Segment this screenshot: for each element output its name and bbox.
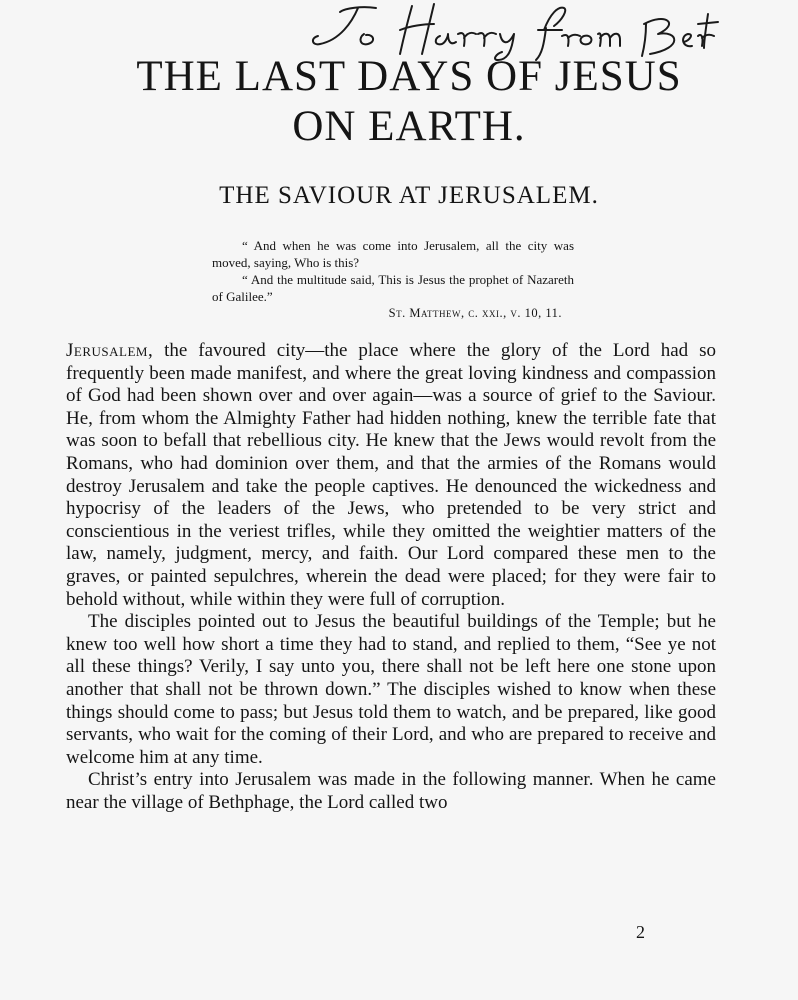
paragraph-1-lead: Jerusalem,: [66, 340, 154, 361]
epigraph-verse-2: “ And the multitude said, This is Jesus the prophet of Nazareth of Galilee.”: [212, 272, 574, 304]
paragraph-3: Christ’s entry into Jerusalem was made in the following manner. When he came near the village of Bethphage, the Lord called two: [66, 769, 716, 813]
title-line-1: THE LAST DAYS OF JESUS: [136, 53, 682, 100]
page-title: [40, 52, 778, 152]
title-line-2: ON EARTH.: [292, 103, 526, 150]
epigraph-citation: St. Matthew, c. xxi., v. 10, 11.: [388, 306, 562, 320]
epigraph: [212, 237, 574, 322]
section-heading: THE SAVIOUR AT JERUSALEM.: [219, 182, 599, 209]
paragraph-1-text: the favoured city—the place where the glory of the Lord had so frequently been made manifest, and where the great loving kindness and compassion of God had been shown over and over again—was a source of grief to the Saviour. He, from whom the Almighty Father had hidden nothing, knew the terrible fate that was soon to befall that rebellious city. He knew that the Jews would revolt from the Romans, who had dominion over them, and that the armies of the Romans would destroy Jerusalem and take the people captives. He denounced the wickedness and hypocrisy of the leaders of the Jews, who pretended to be very strict and conscientious in the veriest trifles, while they omitted the weightier matters of the law, namely, judgment, mercy, and faith. Our Lord compared these men to the graves, or painted sepulchres, wherein the dead were placed; for they were fair to behold without, while within they were full of corruption.: [66, 340, 716, 610]
page-number: 2: [636, 922, 645, 942]
paragraph-1: [66, 340, 716, 611]
body-text: [66, 340, 716, 814]
epigraph-verse-1: “ And when he was come into Jerusalem, all the city was moved, saying, Who is this?: [212, 238, 574, 270]
paragraph-2: The disciples pointed out to Jesus the beautiful buildings of the Temple; but he knew too well how short a time they had to stand, and replied to them, “See ye not all these things? Verily, I say unto you, there shall not be left here one stone upon another that shall not be thrown down.” The disciples wished to know when these things should come to pass; but Jesus told them to watch, and be prepared, like good servants, who wait for the coming of their Lord, and who are prepared to receive and welcome him at any time.: [66, 611, 716, 768]
